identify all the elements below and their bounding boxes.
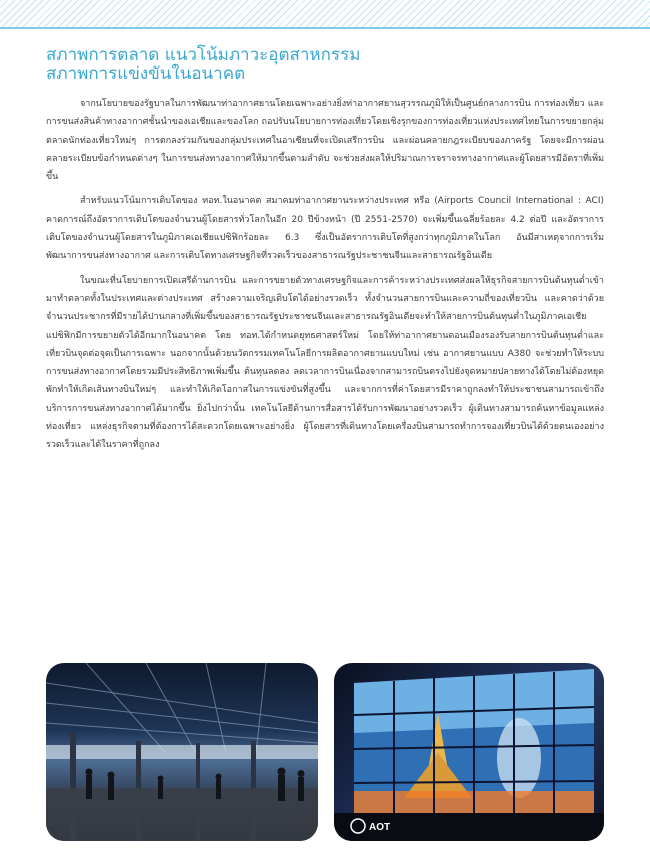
decorative-header-band xyxy=(0,0,650,27)
header-divider xyxy=(0,27,650,29)
aot-logo-text: AOT xyxy=(369,822,391,833)
airport-terminal-photo xyxy=(46,663,318,841)
video-wall-photo xyxy=(334,663,604,841)
paragraph-1: จากนโยบายของรัฐบาลในการพัฒนาท่าอากาศยานโดยเฉพาะอย่างยิ่งท่าอากาศยานสุวรรณภูมิให้เป็นศูนย์กลางการบิน การท่องเที่ยว และการขนส่งสินค้าทางอากาศชั้นนำของเอเชียและของโลก ถอปรับนโยบายการท่องเที่ยวโดยเชิงรุกของการท่องเที่ยวแห่งประเทศไทยในการขยายกลุ่มตลาดนักท่องเที่ยวใหม่ๆ การตกลงร่วมกันของกลุ่มประเทศในอาเซียนที่จะเปิดเสรีการบิน และผ่อนคลายกฎระเบียบของภาครัฐ โดยจะมีการผ่อนคลายระเบียบข้อกำหนดต่างๆ ในการขนส่งทางอากาศให้มากขึ้นตามลำดับ จะช่วยส่งผลให้ปริมาณการจราจรทางอากาศและผู้โดยสารมีอัตราที่เพิ่มขึ้น xyxy=(46,99,604,183)
paragraph-3: ในขณะที่นโยบายการเปิดเสรีด้านการบิน และการขยายตัวทางเศรษฐกิจและการค้าระหว่างประเทศส่งผลให้ธุรกิจสายการบินต้นทุนต่ำเข้ามาทำตลาดทั้งในประเทศและต่างประเทศ สร้างความเจริญเติบโตได้อย่างรวดเร็ว ทั้งจำนวนสายการบินและความถี่ของเที่ยวบิน และคาดว่าด้วยจำนวนประชากรที่มีรายได้ปานกลางที่เพิ่มขึ้นของสาธารณรัฐประชาชนจีนและสาธารณรัฐอินเดียจะทำให้สายการบินต้นทุนต่ำในภูมิภาคเอเชียแปซิฟิกมีการขยายตัวได้อีกมากในอนาคต โดย ทอท.ได้กำหนดยุทธศาสตร์ใหม่ โดยให้ท่าอากาศยานดอนเมืองรองรับสายการบินต้นทุนต่ำและเที่ยวบินจุดต่อจุดเป็นการเฉพาะ นอกจากนั้นด้วยนวัตกรรมเทคโนโลยีการผลิตอากาศยานแบบใหม่ เช่น อากาศยานแบบ A380 จะช่วยทำให้ระบบการขนส่งทางอากาศโดยรวมมีประสิทธิภาพเพิ่มขึ้น ต้นทุนลดลง ลดเวลาการบินเนื่องจากสามารถบินตรงไปยังจุดหมายปลายทางได้โดยไม่ต้องหยุดพักทำให้เกิดเส้นทางบินใหม่ๆ และทำให้เกิดโอกาสในการแข่งขันที่สูงขึ้น และจากการที่ค่าโดยสารมีราคาถูกลงทำให้ประชาชนสามารถเข้าถึงบริการการขนส่งทางอากาศได้มากขึ้น ยิ่งไปกว่านั้น เทคโนโลยีด้านการสื่อสารได้รับการพัฒนาอย่างรวดเร็ว ผู้เดินทางสามารถค้นหาข้อมูลแหล่งท่องเที่ยว แหล่งธุรกิจตามที่ต้องการได้สะดวกโดยเฉพาะอย่างยิ่ง ผู้โดยสารที่เดินทางโดยเครื่องบินสามารถทำการจองเที่ยวบินได้ด้วยตนเองอย่างรวดเร็วและได้ในราคาที่ถูกลง xyxy=(46,275,604,451)
paragraph-2: สำหรับแนวโน้มการเติบโตของ ทอท.ในอนาคต สมาคมท่าอากาศยานระหว่างประเทศ หรือ (Airports Council International : ACI) คาดการณ์ถึงอัตราการเติบโตของจำนวนผู้โดยสารทั่วโลกในอีก 20 ปีข้างหน้า (ปี 2551-2570) จะเพิ่มขึ้นเฉลี่ยร้อยละ 4.2 ต่อปี และอัตราการเติบโตของจำนวนผู้โดยสารในภูมิภาคเอเชียแปซิฟิกร้อยละ 6.3 ซึ่งเป็นอัตราการเติบโตที่สูงกว่าทุกภูมิภาคในโลก อันมีสาเหตุจากการเริ่มพัฒนาการขนส่งทางอากาศ และการเติบโตทางเศรษฐกิจที่รวดเร็วของสาธารณรัฐประชาชนจีนและสาธารณรัฐอินเดีย xyxy=(46,196,604,262)
section-heading xyxy=(46,46,606,84)
heading-line-2: สภาพการแข่งขันในอนาคต xyxy=(46,64,246,84)
heading-line-1: สภาพการตลาด แนวโน้มภาวะอุตสาหกรรม xyxy=(46,45,361,65)
article-body xyxy=(46,95,604,461)
